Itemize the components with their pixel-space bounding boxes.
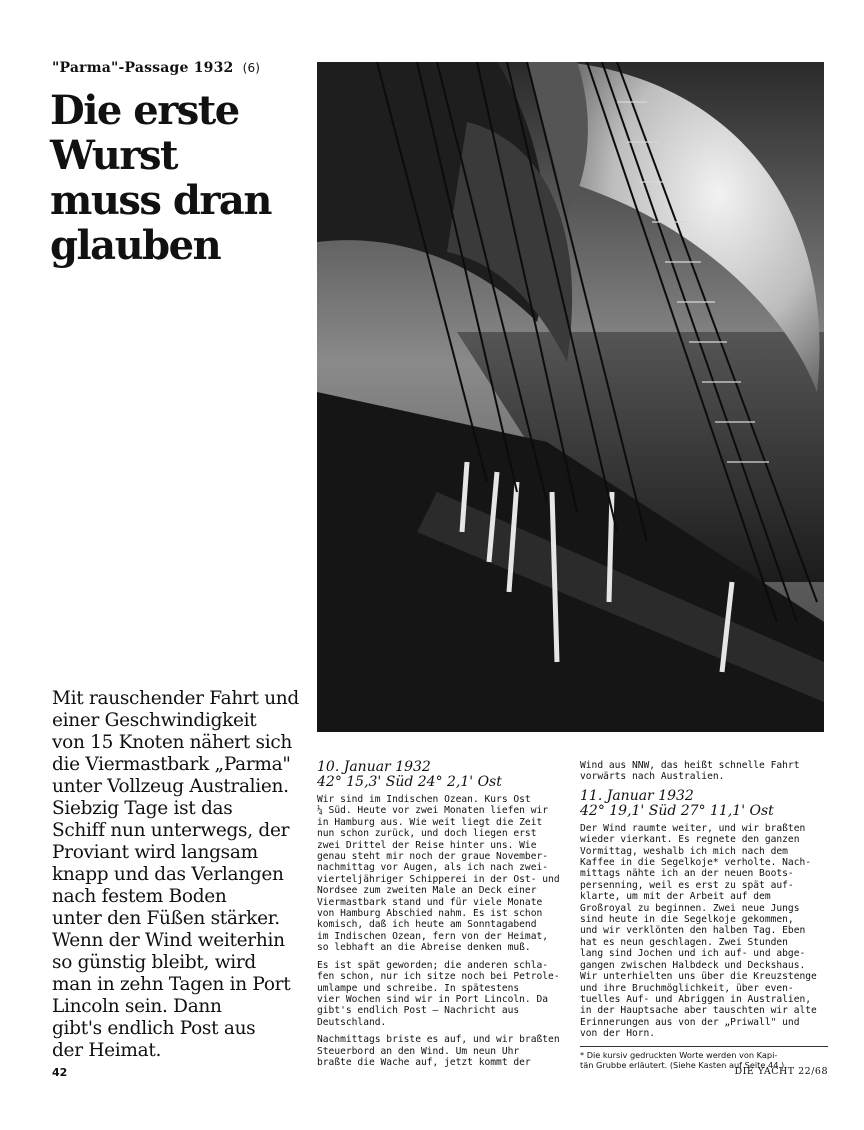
lead-line: die Viermastbark „Parma"	[52, 754, 291, 775]
text-line: Der Wind raumte weiter, und wir braßten	[580, 822, 806, 834]
lead-line: man in zehn Tagen in Port	[52, 974, 291, 995]
headline-line: muss dran	[50, 177, 271, 224]
column-left	[317, 760, 567, 1074]
text-line: nachmittag vor Augen, als ich nach zwei-	[317, 862, 549, 874]
headline-line: glauben	[50, 222, 221, 269]
lead-line: so günstig bleibt, wird	[52, 952, 256, 973]
text-line: Wir sind im Indischen Ozean. Kurs Ost	[317, 794, 531, 805]
text-line: Vormittag, weshalb ich mich nach dem	[580, 845, 788, 857]
lead-line: von 15 Knoten nähert sich	[52, 732, 293, 753]
body-paragraph	[317, 960, 567, 1028]
body-paragraph	[317, 1034, 567, 1068]
lead-line: Wenn der Wind weiterhin	[52, 930, 285, 951]
entry-position: 42° 15,3' Süd 24° 2,1' Ost	[317, 774, 502, 790]
entry-date: 11. Januar 1932	[580, 787, 694, 804]
text-line: sind heute in die Segelkoje gekommen,	[580, 914, 794, 926]
text-line: Wir unterhielten uns über die Kreuzstenge	[580, 971, 817, 983]
lead-line: Proviant wird langsam	[52, 842, 258, 863]
entry-position: 42° 19,1' Süd 27° 11,1' Ost	[580, 802, 774, 819]
lead-line: gibt's endlich Post aus	[52, 1018, 256, 1039]
headline	[50, 88, 312, 268]
text-line: umlampe und schreibe. In spätestens	[317, 982, 520, 994]
headline-line: Die erste	[50, 87, 239, 134]
text-line: und wir verklönten den halben Tag. Eben	[580, 925, 806, 937]
magazine-footer: DIE YACHT 22/68	[734, 1066, 828, 1077]
text-line: hat es neun geschlagen. Zwei Stunden	[580, 936, 788, 948]
text-line: Deutschland.	[317, 1016, 387, 1028]
text-line: im Indischen Ozean, fern von der Heimat,	[317, 930, 549, 942]
series-title	[52, 60, 260, 76]
body-paragraph	[580, 823, 828, 1040]
lead-line: Lincoln sein. Dann	[52, 996, 222, 1017]
photo-illustration	[317, 62, 824, 732]
text-line: ¼ Süd. Heute vor zwei Monaten liefen wir	[317, 805, 549, 817]
text-line: vier Wochen sind wir in Port Lincoln. Da	[317, 993, 549, 1005]
text-line: Es ist spät geworden; die anderen schla-	[317, 959, 549, 971]
lead-paragraph	[52, 688, 314, 1062]
text-line: nun schon zurück, und doch liegen erst	[317, 828, 537, 840]
headline-line: Wurst	[50, 132, 177, 179]
footnote-line: * Die kursiv gedruckten Worte werden von Kapi-	[580, 1049, 778, 1060]
text-line: Wind aus NNW, das heißt schnelle Fahrt	[580, 760, 800, 771]
lead-line: einer Geschwindigkeit	[52, 710, 257, 731]
text-line: zwei Drittel der Reise hinter uns. Wie	[317, 839, 537, 851]
text-line: in Hamburg aus. Wie weit liegt die Zeit	[317, 816, 543, 828]
sailing-ship-deck-photo	[317, 62, 824, 732]
text-line: Nachmittags briste es auf, und wir braßten	[317, 1034, 560, 1046]
page-number: 42	[52, 1066, 68, 1079]
footnote-line: tän Grubbe erläutert. (Siehe Kasten auf Seite 44.)	[580, 1059, 785, 1070]
lead-line: unter Vollzeug Australien.	[52, 776, 289, 797]
text-line: Nordsee zum zweiten Male an Deck einer	[317, 885, 537, 897]
text-line: wieder vierkant. Es regnete den ganzen	[580, 834, 800, 846]
text-line: Viermastbark stand und für viele Monate	[317, 896, 543, 908]
text-line: Steuerbord an den Wind. Um neun Uhr	[317, 1045, 520, 1057]
series-number: (6)	[242, 61, 261, 75]
text-line: klarte, um mit der Arbeit auf dem	[580, 891, 771, 903]
body-paragraph	[317, 794, 567, 954]
text-line: vorwärts nach Australien.	[580, 771, 725, 783]
text-line: in der Hauptsache aber tauschten wir alte	[580, 1005, 817, 1017]
text-line: persenning, weil es erst zu spät auf-	[580, 879, 794, 891]
text-line: komisch, daß ich heute am Sonntagabend	[317, 919, 537, 931]
text-line: gangen zwischen Halbdeck und Deckshaus.	[580, 959, 806, 971]
lead-line: knapp und das Verlangen	[52, 864, 284, 885]
column-right	[580, 760, 828, 1070]
text-line: mittags nähte ich an der neuen Boots-	[580, 868, 794, 880]
lead-line: der Heimat.	[52, 1040, 162, 1061]
text-line: und ihre Bruchmöglichkeit, über even-	[580, 982, 794, 994]
lead-line: Schiff nun unterwegs, der	[52, 820, 290, 841]
text-line: lang sind Jochen und ich auf- und abge-	[580, 948, 806, 960]
entry-heading	[580, 789, 828, 819]
text-line: Großroyal zu beginnen. Zwei neue Jungs	[580, 902, 800, 914]
text-line: gibt's endlich Post — Nachricht aus	[317, 1005, 520, 1017]
text-line: tuelles Auf- und Abriggen in Australien,	[580, 993, 812, 1005]
lead-line: Siebzig Tage ist das	[52, 798, 233, 819]
lead-line: unter den Füßen stärker.	[52, 908, 280, 929]
text-line: braßte die Wache auf, jetzt kommt der	[317, 1056, 531, 1068]
series-name: "Parma"-Passage 1932	[52, 60, 234, 76]
lead-line: nach festem Boden	[52, 886, 227, 907]
text-line: Erinnerungen aus von der „Priwall" und	[580, 1016, 800, 1028]
text-line: Kaffee in die Segelkoje* verholte. Nach-	[580, 857, 812, 869]
body-paragraph	[580, 760, 828, 783]
text-line: von der Horn.	[580, 1028, 656, 1040]
text-line: so lebhaft an die Abreise denken muß.	[317, 942, 531, 954]
text-line: von Hamburg Abschied nahm. Es ist schon	[317, 908, 543, 920]
text-line: vierteljähriger Schipperei in der Ost- und	[317, 873, 560, 885]
entry-heading	[317, 760, 567, 790]
entry-date: 10. Januar 1932	[317, 759, 431, 775]
text-line: fen schon, nur ich sitze noch bei Petrole-	[317, 971, 560, 983]
text-line: genau steht mir noch der graue November-	[317, 851, 549, 863]
lead-line: Mit rauschender Fahrt und	[52, 688, 299, 709]
